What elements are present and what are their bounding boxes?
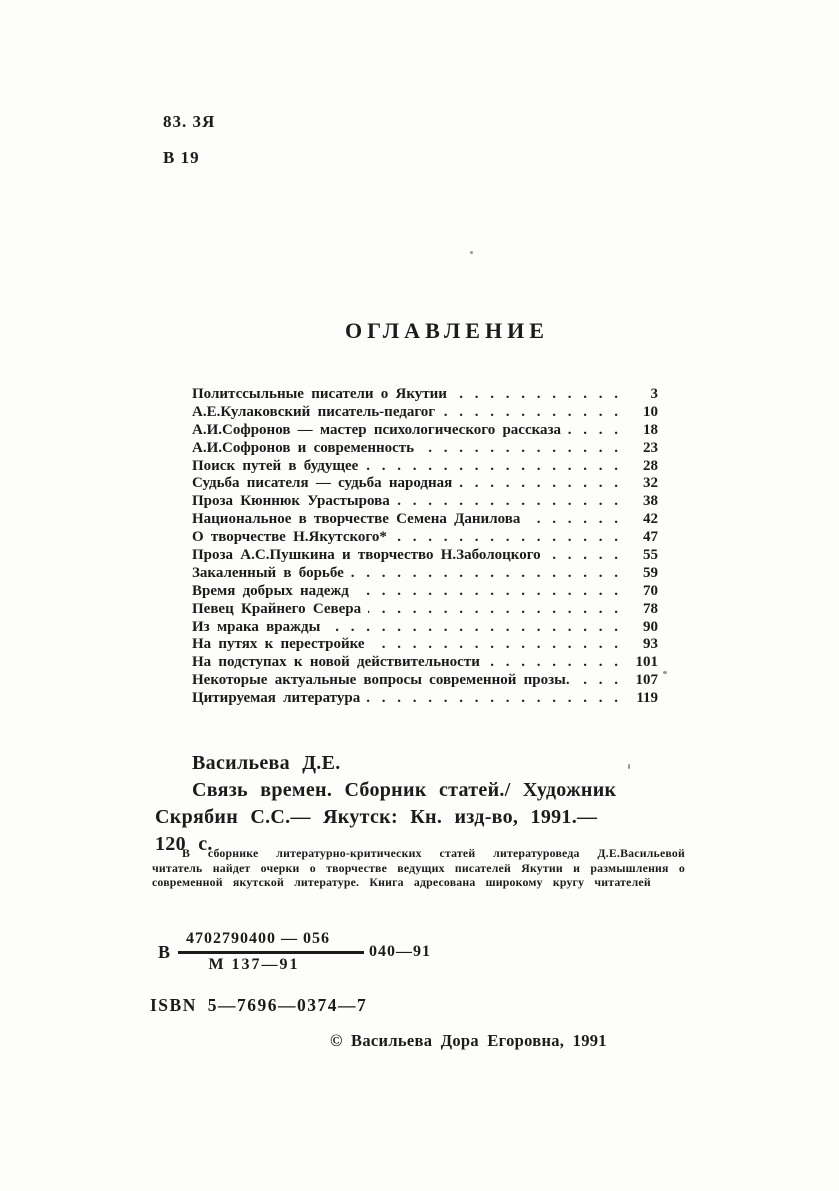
toc-entry-title: Из мрака вражды [192, 618, 321, 635]
toc-entry-page: 23 [643, 439, 658, 456]
toc-entry-page: 59 [643, 564, 658, 581]
toc-entry-title: Национальное в творчестве Семена Данилова [192, 511, 521, 528]
toc-row [192, 511, 658, 529]
toc-entry-title: Поиск путей в будущее [192, 457, 359, 474]
toc-entry-title: Время добрых надежд [192, 582, 349, 599]
toc-row [192, 672, 658, 690]
dot-leader [421, 440, 618, 458]
isbn-text: ISBN 5—7696—0374—7 [150, 995, 368, 1015]
catalog-prefix: В [158, 941, 171, 962]
toc-row [192, 565, 658, 583]
imprint-line: 120 с. [155, 833, 213, 855]
toc-row [192, 386, 658, 404]
dot-leader [459, 475, 618, 493]
toc-entry-page: 70 [643, 582, 658, 599]
dot-leader [356, 583, 618, 601]
toc-entry-page: 90 [643, 618, 658, 635]
toc-row [192, 493, 658, 511]
dot-leader [527, 511, 618, 529]
catalog-denominator: М 137—91 [208, 956, 300, 973]
toc-row [192, 583, 658, 601]
toc-entry-page: 3 [650, 386, 658, 402]
toc-entry-title: Цитируемая литература [192, 690, 361, 707]
toc-row [192, 654, 658, 672]
dot-leader [548, 547, 618, 565]
dot-leader [487, 654, 618, 672]
imprint-author: Васильева Д.Е. [192, 752, 341, 774]
scan-speck [628, 764, 630, 769]
annotation-text: В сборнике литературно-критических статей литературоведа Д.Е.Васильевой читатель найдет очерки о творчестве ведущих писателей Якутии и размышления о современной якутской литературе. Книга адресована широкому кругу читателей [152, 846, 685, 890]
toc-entry-title: На подступах к новой действительности [192, 654, 480, 671]
toc-entry-title: А.И.Софронов — мастер психологического рассказа [192, 421, 562, 438]
toc-row [192, 690, 658, 708]
dot-leader [372, 636, 618, 654]
toc-entry-page: 78 [643, 600, 658, 617]
dot-leader [397, 493, 618, 511]
toc-row [192, 475, 658, 493]
dot-leader [351, 565, 618, 583]
toc-entry-page: 42 [643, 511, 658, 528]
imprint-line: Скрябин С.С.— Якутск: Кн. изд-во, 1991.— [155, 806, 598, 828]
toc-entry-page: 32 [643, 475, 658, 492]
dot-leader [365, 458, 618, 476]
classification-code: 83. 3Я [163, 112, 216, 131]
dot-leader [367, 690, 618, 708]
catalog-index [158, 930, 431, 974]
author-sign: В 19 [163, 148, 200, 167]
catalog-fraction [178, 930, 364, 974]
toc-row [192, 404, 658, 422]
catalog-suffix: 040—91 [369, 943, 432, 960]
toc-entry-page: 28 [643, 457, 658, 474]
toc-entry-title: Некоторые актуальные вопросы современной прозы. [192, 672, 570, 689]
toc-entry-title: Политссыльные писатели о Якутии [192, 386, 447, 402]
dot-leader [568, 422, 618, 440]
toc-entry-page: 38 [643, 493, 658, 510]
toc-entry-page: 10 [643, 403, 658, 420]
page-title: ОГЛАВЛЕНИЕ [345, 318, 549, 343]
catalog-numerator: 4702790400 — 056 [178, 930, 364, 954]
dot-leader [454, 386, 618, 404]
toc-entry-title: Проза А.С.Пушкина и творчество Н.Заболоцкого [192, 547, 541, 564]
dot-leader [442, 404, 618, 422]
toc-entry-title: Судьба писателя — судьба народная [192, 475, 453, 492]
toc-row [192, 619, 658, 637]
toc-entry-title: Певец Крайнего Севера [192, 600, 362, 617]
toc-entry-page: 18 [643, 421, 658, 438]
toc-entry-page: 119 [636, 690, 658, 707]
dot-leader [368, 601, 618, 619]
toc-entry-page: 47 [643, 529, 658, 546]
toc-entry-title: А.Е.Кулаковский писатель-педагог [192, 403, 436, 420]
toc-entry-title: А.И.Софронов и современность [192, 439, 415, 456]
imprint-block [155, 750, 655, 858]
toc-entry-page: 107 [635, 672, 658, 689]
scan-speck [663, 671, 667, 674]
toc-entry-page: 93 [643, 636, 658, 653]
toc-entry-page: 101 [635, 654, 658, 671]
scan-speck [470, 251, 473, 254]
toc-row [192, 458, 658, 476]
imprint-line: Связь времен. Сборник статей./ Художник [192, 779, 617, 801]
toc-entry-title: О творчестве Н.Якутского* [192, 529, 387, 546]
toc-entry-title: На путях к перестройке [192, 636, 365, 653]
toc-row [192, 601, 658, 619]
toc-entry-title: Проза Кюннюк Урастырова [192, 493, 390, 510]
toc-list [192, 386, 658, 708]
dot-leader [394, 529, 618, 547]
toc-row [192, 547, 658, 565]
toc-row [192, 440, 658, 458]
toc-row [192, 636, 658, 654]
toc-entry-page: 55 [643, 547, 658, 564]
dot-leader [327, 619, 618, 637]
library-classification [163, 104, 215, 176]
copyright-text: © Васильева Дора Егоровна, 1991 [330, 1031, 607, 1050]
toc-entry-title: Закаленный в борьбе [192, 564, 344, 581]
dot-leader [577, 672, 618, 690]
toc-row [192, 422, 658, 440]
toc-row [192, 529, 658, 547]
